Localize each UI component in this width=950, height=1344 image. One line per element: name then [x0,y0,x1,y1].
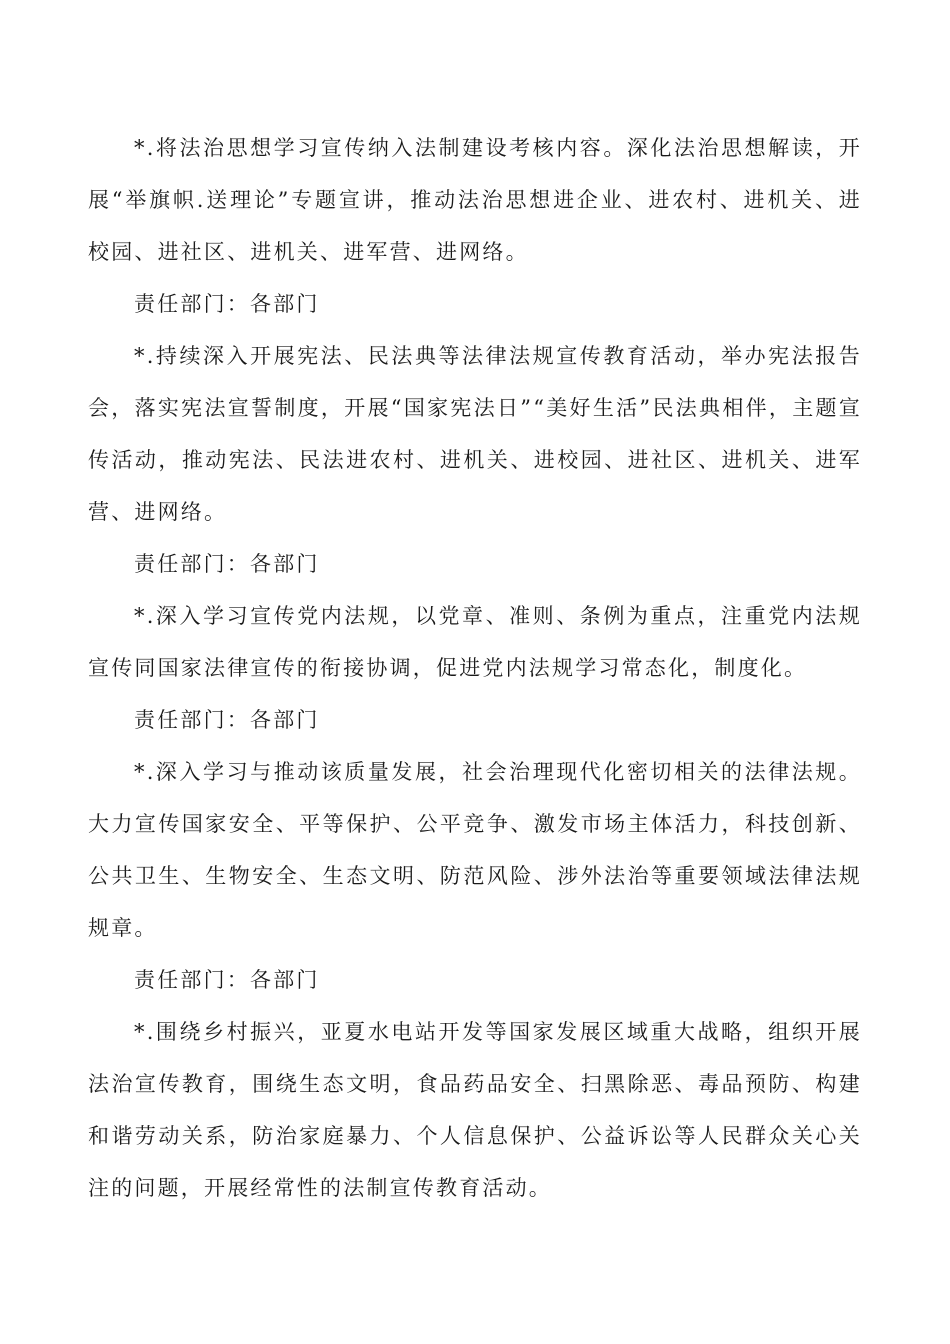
responsible-department-3: 责任部门：各部门 [134,708,320,732]
paragraph-2: *.持续深入开展宪法、民法典等法律法规宣传教育活动，举办宪法报告会，落实宪法宣誓制度，开展“国家宪法日”“美好生活”民法典相伴，主题宣传活动，推动宪法、民法进农村、进机关、进校园、进社区、进机关、进军营、进网络。 [88,344,862,524]
paragraph-5: *.围绕乡村振兴，亚夏水电站开发等国家发展区域重大战略，组织开展法治宣传教育，围绕生态文明，食品药品安全、扫黑除恶、毒品预防、构建和谐劳动关系，防治家庭暴力、个人信息保护、公益诉讼等人民群众关心关注的问题，开展经常性的法制宣传教育活动。 [88,1020,862,1200]
paragraph-4: *.深入学习与推动该质量发展，社会治理现代化密切相关的法律法规。大力宣传国家安全、平等保护、公平竞争、激发市场主体活力，科技创新、公共卫生、生物安全、生态文明、防范风险、涉外法治等重要领域法律法规规章。 [88,760,862,940]
responsible-department-2: 责任部门：各部门 [134,552,320,576]
paragraph-3: *.深入学习宣传党内法规，以党章、准则、条例为重点，注重党内法规宣传同国家法律宣传的衔接协调，促进党内法规学习常态化，制度化。 [88,604,862,680]
responsible-department-1: 责任部门：各部门 [134,292,320,316]
responsible-department-4: 责任部门：各部门 [134,968,320,992]
paragraph-1: *.将法治思想学习宣传纳入法制建设考核内容。深化法治思想解读，开展“举旗帜.送理论”专题宣讲，推动法治思想进企业、进农村、进机关、进校园、进社区、进机关、进军营、进网络。 [88,136,862,264]
document-body [88,122,862,1214]
